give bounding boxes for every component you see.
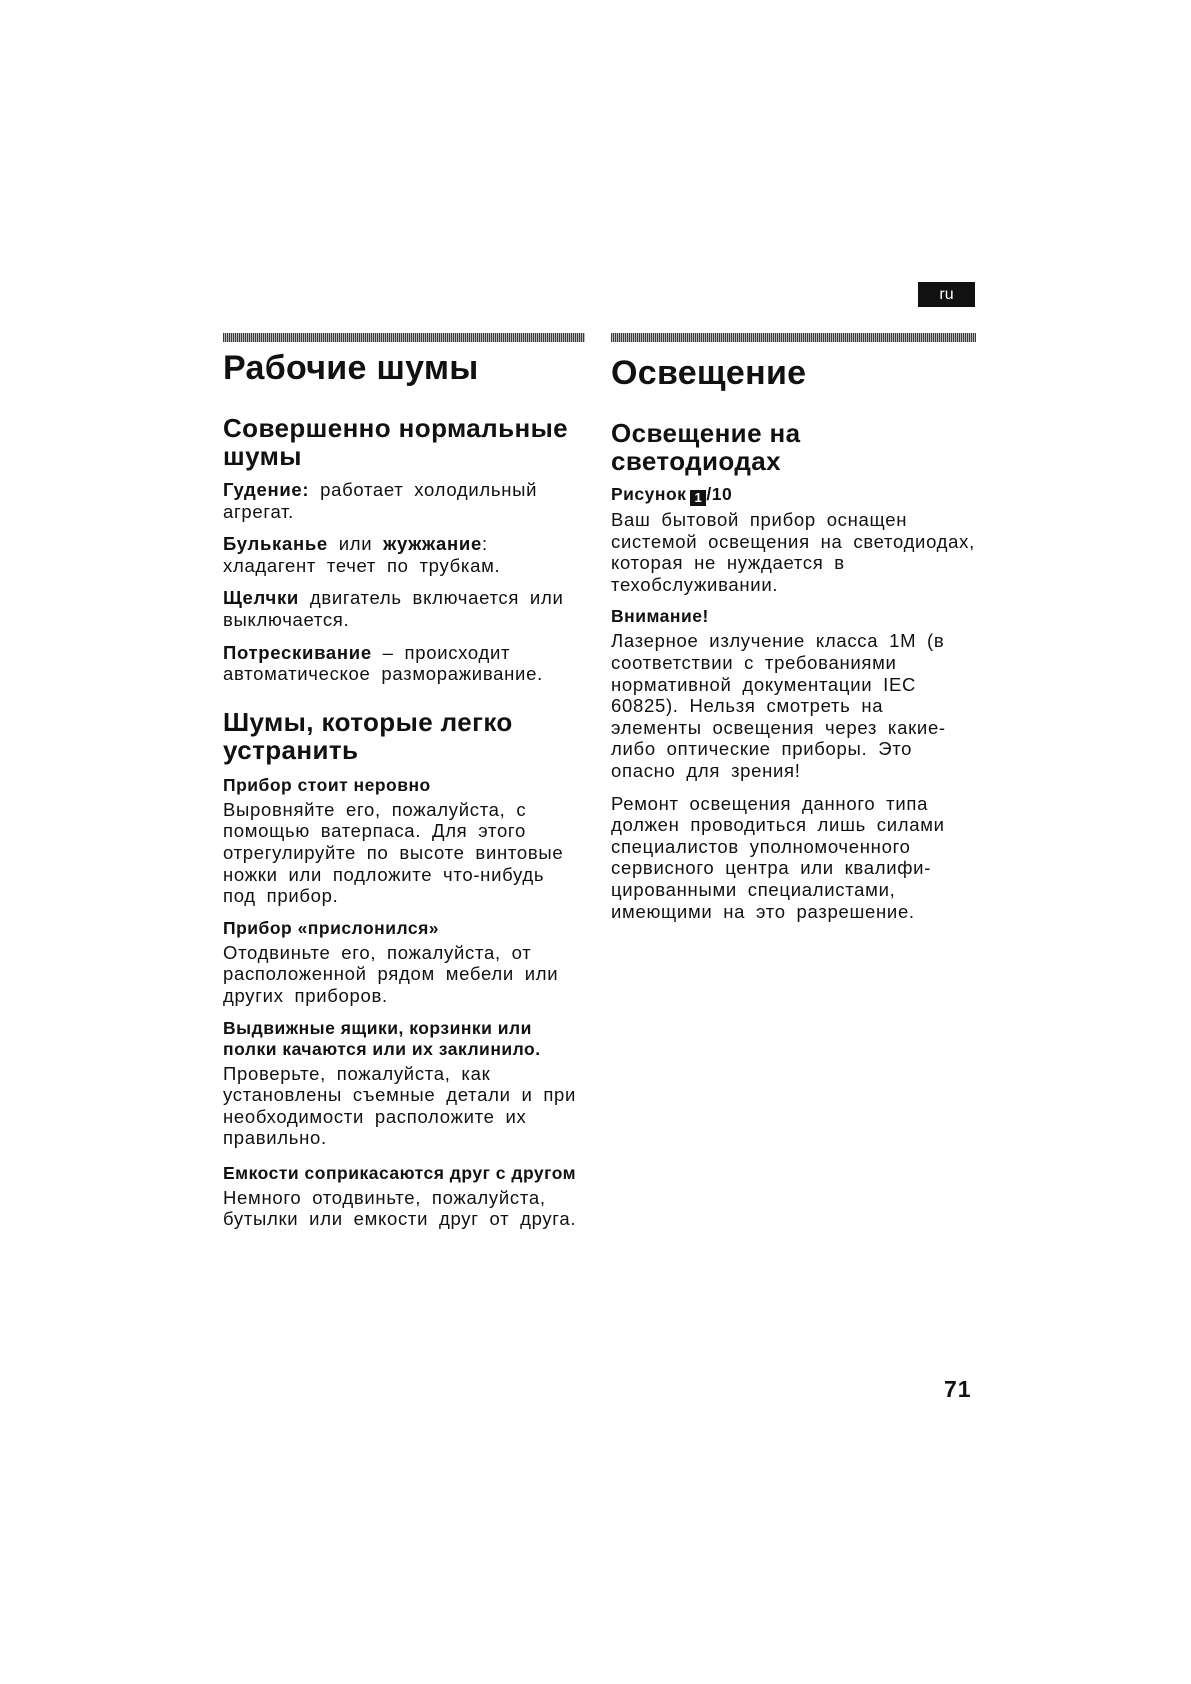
figure-reference: Рисунок 1 /10: [611, 484, 733, 505]
fix-item-title: Емкости соприкасаются друг с другом: [223, 1162, 577, 1183]
fix-item-title: Прибор стоит неровно: [223, 774, 431, 795]
fix-item-text: Немного отодвиньте, пожалуйста, бутылки или емкости друг от друга.: [223, 1186, 577, 1230]
language-badge: ru: [918, 282, 975, 307]
warning-title: Внимание!: [611, 606, 709, 627]
noise-item-clicks: Щелчки двигатель включается или выключается.: [223, 587, 564, 630]
section-title-noises: Рабочие шумы: [223, 349, 479, 387]
normal-noises-heading: Совершенно нормальные шумы: [223, 413, 569, 471]
led-lighting-heading: Освещение на светодиодах: [611, 418, 801, 476]
page-number: 71: [944, 1376, 972, 1402]
noise-item-humming: Гудение: работает холодильный агрегат.: [223, 479, 538, 522]
fix-item-text: Отодвиньте его, пожалуйста, от расположенной рядом мебели или других приборов.: [223, 941, 559, 1006]
repair-text: Ремонт освещения данного типа должен проводиться лишь силами специалистов уполномоченного сервисного центра или квалифи-цированными специалистами, имеющими на это разрешение.: [611, 792, 945, 922]
left-section-rule: [223, 333, 585, 342]
right-column: [611, 344, 976, 922]
section-title-lighting: Освещение: [611, 354, 807, 392]
led-intro-text: Ваш бытовой прибор оснащен системой освещения на светодиодах, которая не нуждается в техобслуживании.: [611, 509, 975, 595]
fix-item-text: Проверьте, пожалуйста, как установлены съемные детали и при необходимости расположите их правильно.: [223, 1062, 577, 1149]
figure-number-box: 1: [690, 490, 706, 506]
fix-item-text: Выровняйте его, пожалуйста, с помощью ватерпаса. Для этого отрегулируйте по высоте винтовые ножки или подложите что-нибудь под прибор.: [223, 798, 564, 907]
noise-item-crackling: Потрескивание – происходит автоматическое размораживание.: [223, 641, 543, 685]
noise-item-bubbling: Бульканье или жужжание: хладагент течет по трубкам.: [223, 533, 501, 576]
right-section-rule: [611, 333, 976, 342]
fix-item-title: Выдвижные ящики, корзинки или полки качаются или их заклинило.: [223, 1017, 541, 1059]
fixable-noises-heading: Шумы, которые легко устранить: [223, 706, 513, 765]
left-column: [223, 344, 585, 1230]
warning-text: Лазерное излучение класса 1M (в соответствии с требованиями нормативной документации IEC 60825). Нельзя смотреть на элементы освещения через какие-либо оптические приборы. Это опасно для зрения!: [611, 630, 946, 781]
fix-item-title: Прибор «прислонился»: [223, 917, 440, 938]
